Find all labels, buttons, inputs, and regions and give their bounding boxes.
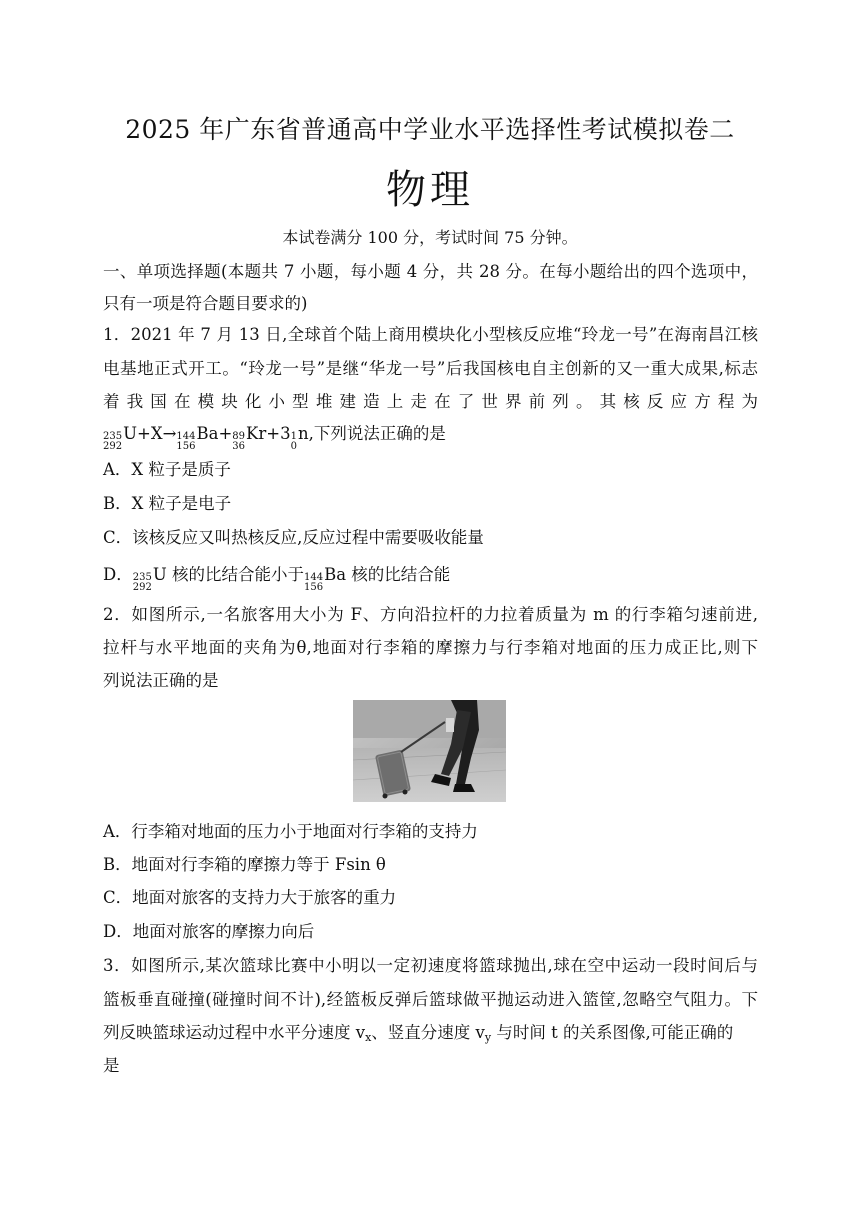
q1-equation <box>103 420 446 452</box>
exam-title: 2025 年广东省普通高中学业水平选择性考试模拟卷二 <box>125 115 735 144</box>
nuclide-u235: 235 292 U+X→ <box>103 424 177 452</box>
nuclide-ba144: 144 156 Ba+ <box>176 424 233 452</box>
q2-option-d: D．地面对旅客的摩擦力向后 <box>103 922 315 941</box>
subject-title: 物理 <box>386 167 474 213</box>
q3-line1: 3．如图所示,某次篮球比赛中小明以一定初速度将篮球抛出,球在空中运动一段时间后与 <box>103 956 758 975</box>
q2-option-b: B．地面对行李箱的摩擦力等于 Fsin θ <box>103 855 386 874</box>
exam-note: 本试卷满分 100 分，考试时间 75 分钟。 <box>282 228 578 247</box>
q1-question-tail: ,下列说法正确的是 <box>308 424 446 443</box>
q1-line1: 1．2021 年 7 月 13 日,全球首个陆上商用模块化小型核反应堆“玲龙一号”在海南昌江核 <box>103 325 758 344</box>
q2-line3: 列说法正确的是 <box>103 671 219 690</box>
nuclide-kr89: 89 36 Kr+3 <box>232 424 291 452</box>
q3-line2: 篮板垂直碰撞(碰撞时间不计),经篮板反弹后篮球做平抛运动进入篮筐,忽略空气阻力。下 <box>103 990 758 1009</box>
q2-line2: 拉杆与水平地面的夹角为θ,地面对行李箱的摩擦力与行李箱对地面的压力成正比,则下 <box>103 638 758 657</box>
q1-option-b: B．X 粒子是电子 <box>103 494 232 513</box>
q2-line1: 2．如图所示,一名旅客用大小为 F、方向沿拉杆的力拉着质量为 m 的行李箱匀速前进, <box>103 605 758 624</box>
traveler-luggage-photo <box>353 700 506 802</box>
q1-option-a: A．X 粒子是质子 <box>103 460 231 479</box>
q1-option-c: C．该核反应又叫热核反应,反应过程中需要吸收能量 <box>103 528 484 547</box>
nuclide-neutron: 1 0 n <box>290 424 309 452</box>
q1-option-d: D． 235 292 U 核的比结合能小于 144 156 Ba 核的比结合能 <box>103 565 451 593</box>
q1-line3: 着 我 国 在 模 块 化 小 型 堆 建 造 上 走 在 了 世 界 前 列 。 其 核 反 应 方 程 为 <box>103 392 758 411</box>
section-heading-cont: 只有一项是符合题目要求的) <box>103 294 308 313</box>
section-heading: 一、单项选择题(本题共 7 小题，每小题 4 分，共 28 分。在每小题给出的四个选项中， <box>103 262 758 281</box>
q2-option-a: A．行李箱对地面的压力小于地面对行李箱的支持力 <box>103 822 478 841</box>
q1-line2: 电基地正式开工。“玲龙一号”是继“华龙一号”后我国核电自主创新的又一重大成果,标志 <box>103 359 758 378</box>
q3-line3: 列反映篮球运动过程中水平分速度 $v_x$、竖直分速度 $v_y$ 与时间 t 的关系图像,可能正确的 <box>103 1023 734 1044</box>
q2-option-c: C．地面对旅客的支持力大于旅客的重力 <box>103 888 397 907</box>
q3-line4: 是 <box>103 1056 120 1075</box>
